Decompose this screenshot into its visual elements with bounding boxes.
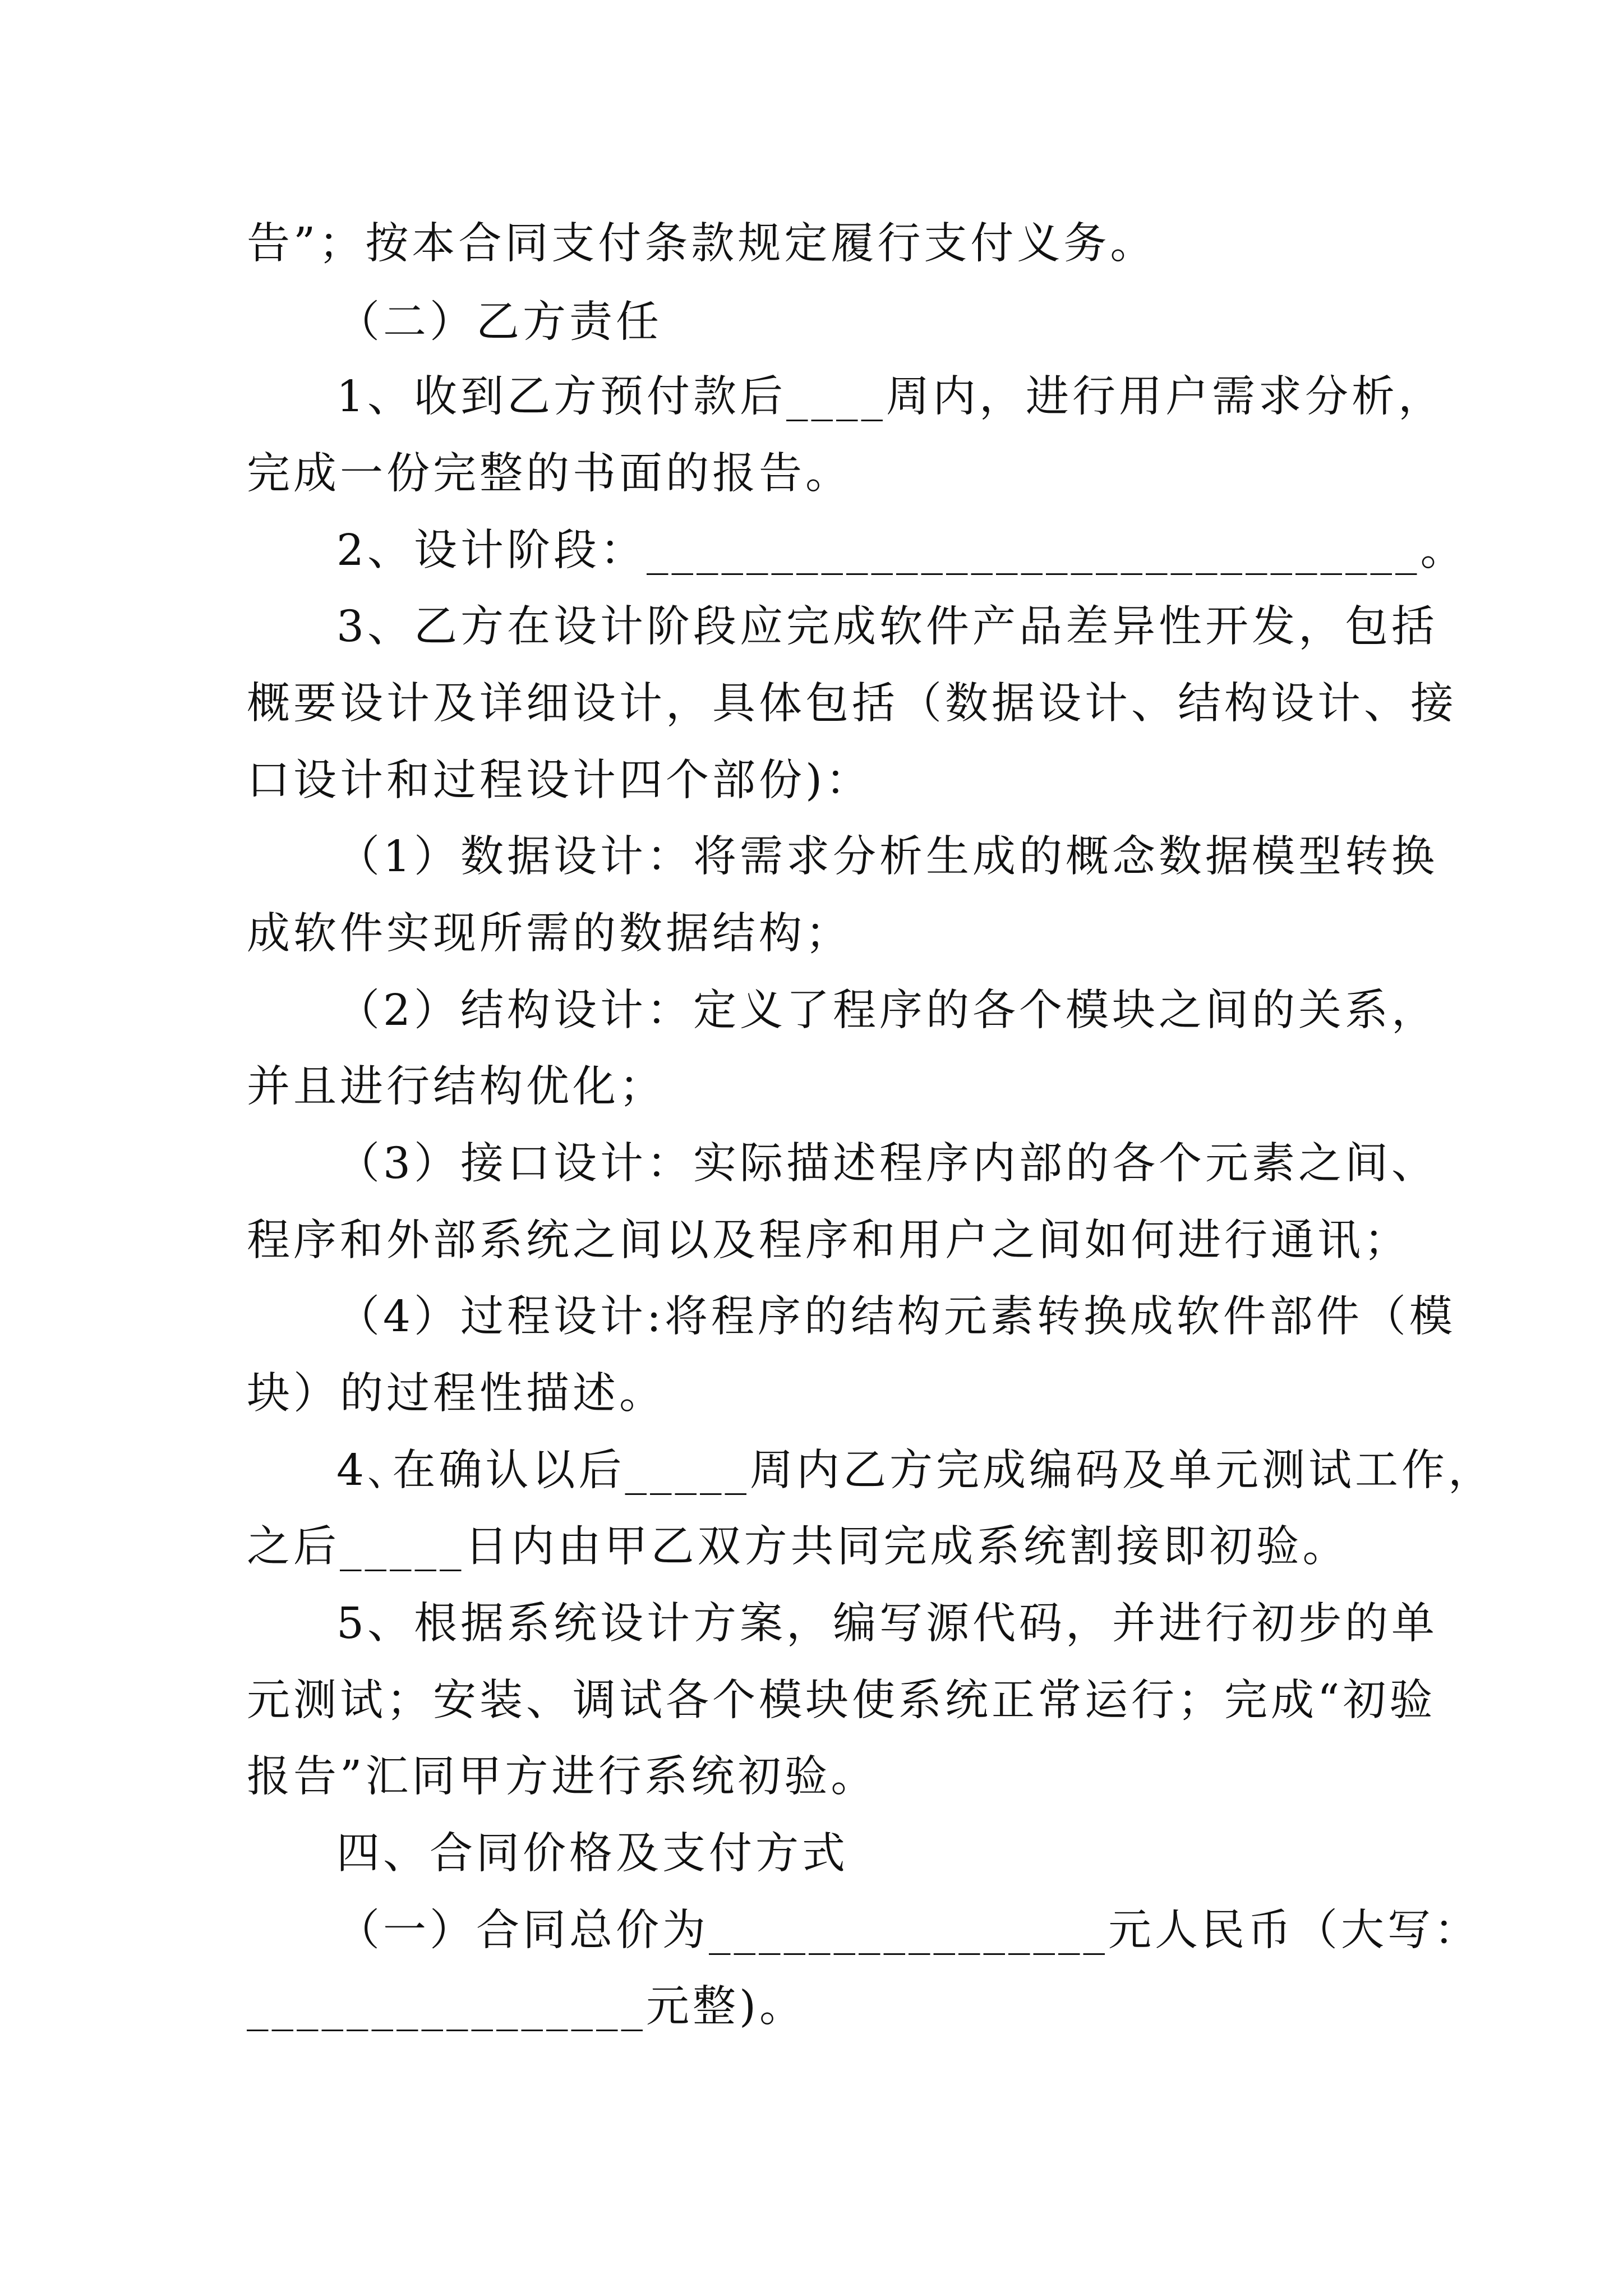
text-line: 程序和外部系统之间以及程序和用户之间如何进行通讯； (247, 1216, 1410, 1266)
text-line: 并且进行结构优化； (247, 1062, 666, 1112)
text-line: 块）的过程性描述。 (247, 1369, 666, 1419)
text-line: 之后_____日内由甲乙双方共同完成系统割接即初验。 (247, 1522, 1349, 1572)
text-line: 3、乙方在设计阶段应完成软件产品差异性开发，包括 (336, 602, 1438, 652)
section-heading: （二）乙方责任 (336, 297, 662, 347)
text-line: 概要设计及详细设计，具体包括（数据设计、结构设计、接 (247, 679, 1457, 729)
text-line: （1）数据设计：将需求分析生成的概念数据模型转换 (336, 832, 1438, 882)
text-line: （3）接口设计：实际描述程序内部的各个元素之间、 (336, 1139, 1438, 1189)
text-line: ________________元整)。 (247, 1982, 806, 2032)
text-line: 4､在确认以后_____周内乙方完成编码及单元测试工作， (336, 1446, 1495, 1496)
text-line: 2、设计阶段：_______________________________。 (336, 526, 1467, 576)
text-line: （一）合同总价为________________元人民币（大写： (336, 1906, 1481, 1955)
text-line: 元测试；安装、调试各个模块使系统正常运行；完成“初验 (247, 1676, 1436, 1726)
text-line: 口设计和过程设计四个部份)： (247, 756, 873, 806)
text-line: （2）结构设计：定义了程序的各个模块之间的关系， (336, 986, 1438, 1036)
text-line: 5、根据系统设计方案，编写源代码，并进行初步的单 (336, 1599, 1438, 1649)
text-line: 告”；按本合同支付条款规定履行支付义务。 (247, 219, 1157, 269)
text-line: 完成一份完整的书面的报告。 (247, 449, 852, 499)
text-line: （4）过程设计:将程序的结构元素转换成软件部件（模 (336, 1292, 1456, 1342)
section-heading: 四、合同价格及支付方式 (336, 1829, 849, 1879)
text-line: 报告”汇同甲方进行系统初验。 (247, 1752, 878, 1802)
text-line: 成软件实现所需的数据结构； (247, 909, 852, 959)
text-line: 1、收到乙方预付款后____周内，进行用户需求分析， (336, 372, 1445, 422)
